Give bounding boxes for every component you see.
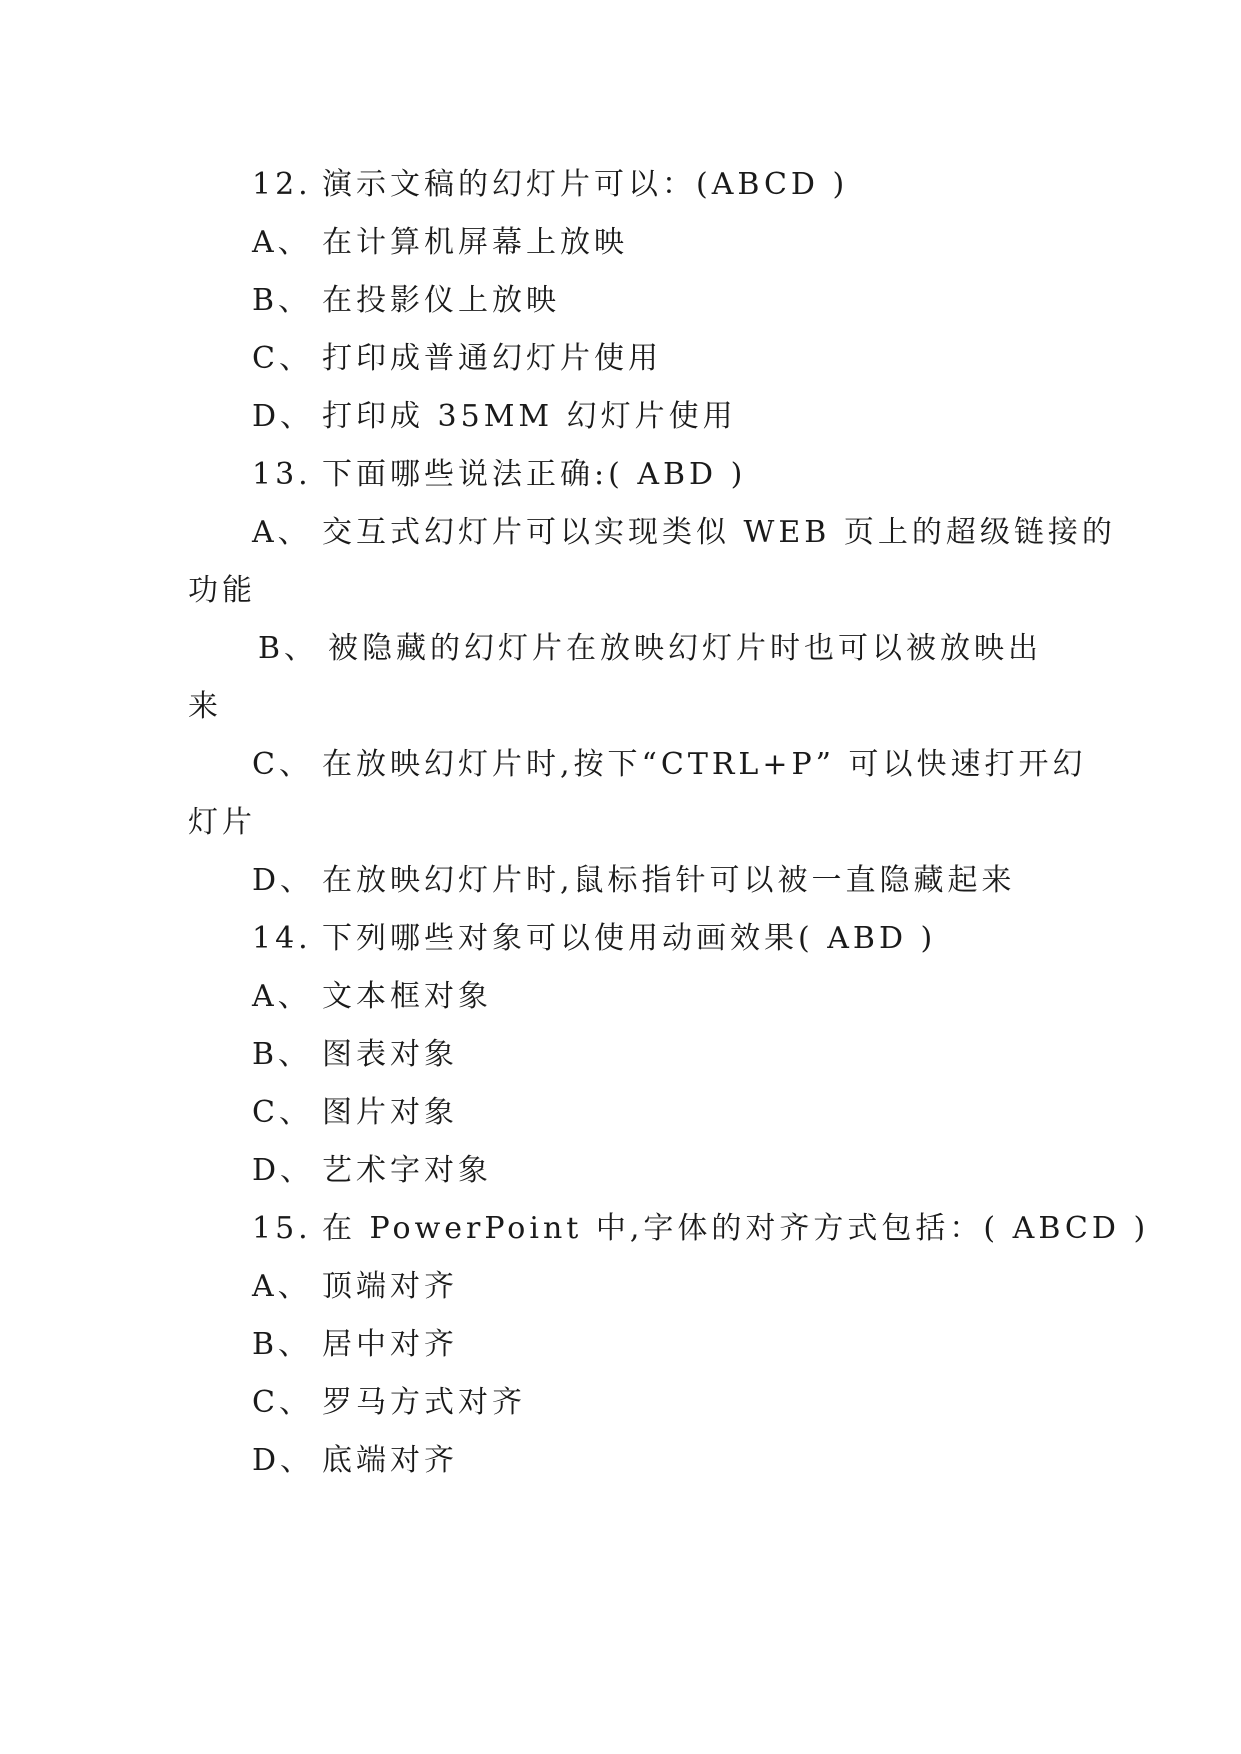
question-number: 14. [252,921,312,956]
option-text: 在投影仪上放映 [322,283,560,318]
question-14-option-d [252,1151,492,1191]
option-text: 在放映幻灯片时,鼠标指针可以被一直隐藏起来 [322,863,1016,898]
option-text: 文本框对象 [322,979,492,1014]
option-text: 交互式幻灯片可以实现类似 WEB 页上的超级链接的 [322,515,1116,550]
option-text: 在放映幻灯片时,按下“CTRL+P” 可以快速打开幻 [322,747,1087,782]
option-label: A、 [252,979,312,1014]
option-label: A、 [252,225,312,260]
option-label: C、 [252,747,313,782]
option-text: 罗马方式对齐 [322,1385,526,1420]
question-14-option-c [252,1093,458,1133]
question-14-stem [252,919,936,959]
option-text: 底端对齐 [322,1443,458,1478]
option-label: D、 [252,1153,315,1188]
question-13-option-a-continued [188,571,256,611]
question-12-option-a [252,223,628,263]
option-label: B、 [252,1327,313,1362]
question-15-option-b [252,1325,458,1365]
option-text-continued: 灯片 [188,805,256,840]
question-text: 在 PowerPoint 中,字体的对齐方式包括：( ABCD ) [322,1211,1150,1246]
option-label: A、 [252,515,312,550]
option-text: 打印成普通幻灯片使用 [322,341,662,376]
option-text: 打印成 35MM 幻灯片使用 [322,399,737,434]
question-12-option-d [252,397,737,437]
option-text: 图表对象 [322,1037,458,1072]
option-text: 被隐藏的幻灯片在放映幻灯片时也可以被放映出 [328,631,1042,666]
option-label: B、 [258,631,319,666]
option-label: D、 [252,399,315,434]
question-15-option-c [252,1383,526,1423]
option-label: C、 [252,1095,313,1130]
option-label: B、 [252,283,313,318]
option-text-continued: 功能 [188,573,256,608]
option-text-continued: 来 [188,689,222,724]
question-13-option-d [252,861,1016,901]
question-number: 13. [252,457,312,492]
question-13-option-b [258,629,1042,669]
question-15-stem [252,1209,1149,1249]
question-number: 12. [252,167,312,202]
option-text: 在计算机屏幕上放映 [322,225,628,260]
question-13-option-a [252,513,1116,553]
option-label: C、 [252,1385,313,1420]
question-text: 下列哪些对象可以使用动画效果( ABD ) [322,921,937,956]
option-label: D、 [252,863,315,898]
question-14-option-b [252,1035,458,1075]
question-12-stem [252,165,848,205]
question-text: 演示文稿的幻灯片可以：(ABCD ) [322,167,849,202]
option-label: D、 [252,1443,315,1478]
question-13-stem [252,455,746,495]
option-text: 图片对象 [322,1095,458,1130]
question-text: 下面哪些说法正确:( ABD ) [322,457,747,492]
question-15-option-a [252,1267,458,1307]
option-text: 艺术字对象 [322,1153,492,1188]
question-13-option-c-continued [188,803,256,843]
option-text: 居中对齐 [322,1327,458,1362]
option-label: B、 [252,1037,313,1072]
option-label: A、 [252,1269,312,1304]
option-text: 顶端对齐 [322,1269,458,1304]
question-14-option-a [252,977,492,1017]
option-label: C、 [252,341,313,376]
question-13-option-c [252,745,1087,785]
question-12-option-b [252,281,560,321]
question-13-option-b-continued [188,687,222,727]
question-12-option-c [252,339,662,379]
question-15-option-d [252,1441,458,1481]
question-number: 15. [252,1211,312,1246]
